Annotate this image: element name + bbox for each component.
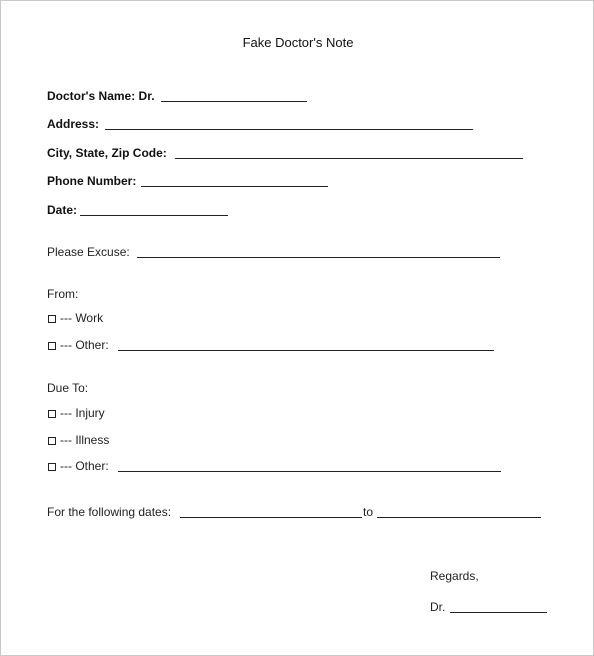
checkbox-icon: [48, 410, 56, 418]
please-excuse-line: [137, 257, 500, 258]
due-to-heading: Due To:: [47, 381, 89, 395]
due-to-option-other: [48, 459, 109, 473]
from-option-other: [48, 338, 109, 352]
date-label: Date:: [47, 203, 78, 217]
regards-text: Regards,: [430, 569, 479, 583]
dates-label: For the following dates:: [47, 505, 172, 519]
from-option-work-label: --- Work: [60, 311, 104, 325]
due-to-option-illness: [48, 433, 109, 447]
address-label: Address:: [47, 117, 100, 131]
checkbox-icon: [48, 315, 56, 323]
please-excuse-label: Please Excuse:: [47, 245, 130, 259]
due-to-option-illness-label: --- Illness: [60, 433, 110, 447]
from-option-work: [48, 311, 103, 325]
phone-number-label: Phone Number:: [47, 174, 137, 188]
checkbox-icon: [48, 437, 56, 445]
due-to-option-injury-label: --- Injury: [60, 406, 105, 420]
checkbox-icon: [48, 342, 56, 350]
doctor-name-label: Doctor's Name: Dr.: [47, 89, 155, 103]
due-to-other-line: [118, 471, 501, 472]
city-state-zip-label: City, State, Zip Code:: [47, 146, 167, 160]
phone-number-line: [141, 186, 328, 187]
due-to-option-other-label: --- Other:: [60, 459, 109, 473]
dates-to-line: [377, 517, 541, 518]
signature-line: [450, 612, 547, 613]
from-option-other-label: --- Other:: [60, 338, 109, 352]
from-other-line: [118, 350, 494, 351]
document-title: Fake Doctor's Note: [242, 35, 354, 50]
date-line: [80, 215, 228, 216]
dates-to-label: to: [363, 505, 374, 519]
doctor-name-line: [161, 101, 307, 102]
dates-from-line: [180, 517, 362, 518]
checkbox-icon: [48, 463, 56, 471]
signature-dr-label: Dr.: [430, 600, 446, 614]
from-heading: From:: [47, 287, 79, 301]
due-to-option-injury: [48, 406, 105, 420]
city-state-zip-line: [175, 158, 523, 159]
address-line: [105, 129, 473, 130]
